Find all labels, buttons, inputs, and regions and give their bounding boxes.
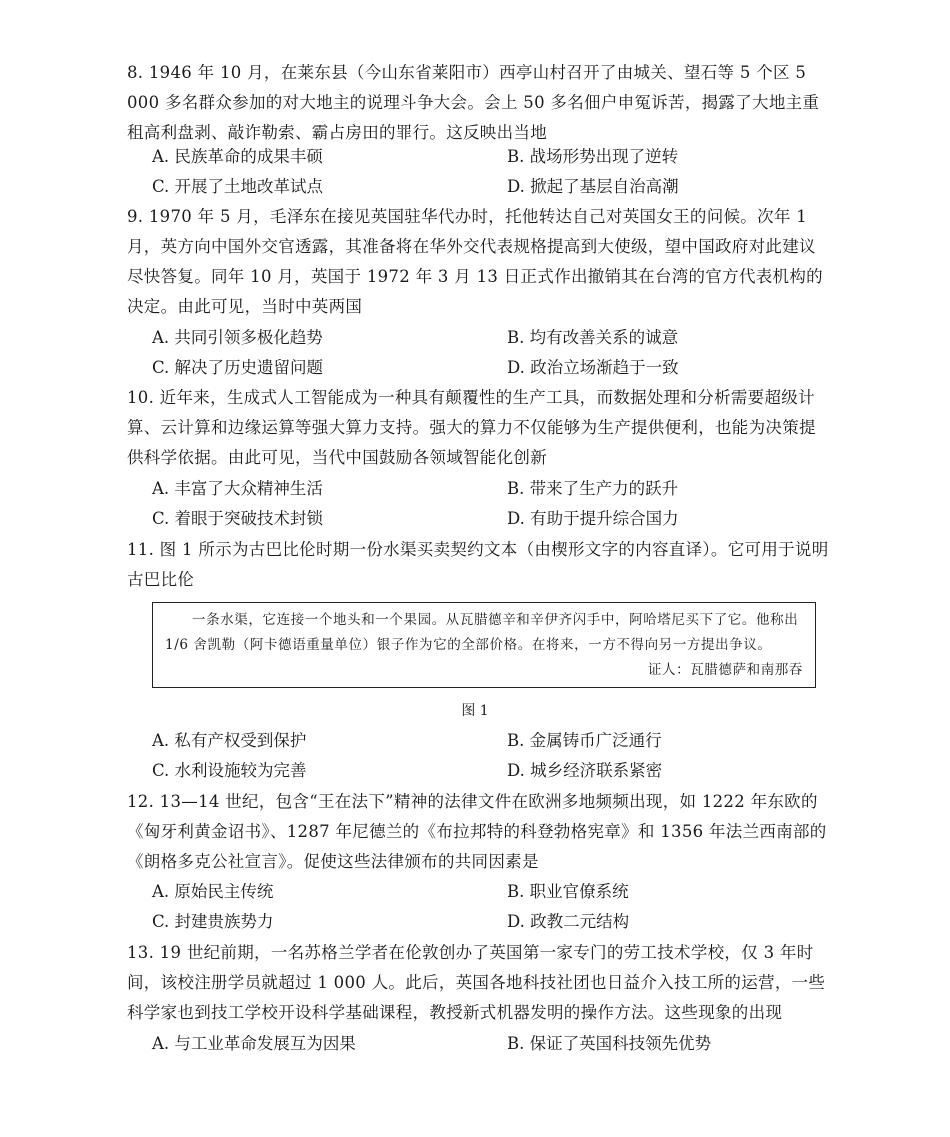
- question-13-stem: 13. 19 世纪前期，一名苏格兰学者在伦敦创办了英国第一家专门的劳工技术学校，仅 3 年时间，该校注册学员就超过 1 000 人。此后，英国各地科技社团也日益介入技工所的运营，一些科学家也到技工学校开设科学基础课程，教授新式机器发明的操作方法。这些现象的出现: [127, 943, 826, 1022]
- question-11-stem: 11. 图 1 所示为古巴比伦时期一份水渠买卖契约文本（由楔形文字的内容直译）。它可用于说明古巴比伦: [127, 540, 829, 589]
- figure-1-quote: 一条水渠，它连接一个地头和一个果园。从瓦腊德辛和辛伊齐闪手中，阿哈塔尼买下了它。他称出 1/6 舍凯勒（阿卡德语重量单位）银子作为它的全部价格。在将来，一方不得向另一方提出争议。: [165, 612, 799, 653]
- question-12-option-a: A. 原始民主传统: [152, 882, 274, 901]
- question-12-option-d: D. 政教二元结构: [507, 912, 630, 931]
- question-13-option-b: B. 保证了英国科技领先优势: [507, 1034, 712, 1053]
- question-9-stem: 9. 1970 年 5 月，毛泽东在接见英国驻华代办时，托他转达自己对英国女王的问候。次年 1 月，英方向中国外交官透露，其准备将在华外交代表规格提高到大使级，望中国政府对此建议尽快答复。同年 10 月，英国于 1972 年 3 月 13 日正式作出撤销其在台湾的官方代表机构的决定。由此可见，当时中英两国: [127, 207, 823, 316]
- question-11-option-d: D. 城乡经济联系紧密: [507, 761, 663, 780]
- question-9-option-d: D. 政治立场渐趋于一致: [507, 358, 679, 377]
- question-11-option-b: B. 金属铸币广泛通行: [507, 731, 662, 750]
- question-10-option-d: D. 有助于提升综合国力: [507, 509, 679, 528]
- question-8-option-d: D. 掀起了基层自治高潮: [507, 177, 679, 196]
- question-12-option-b: B. 职业官僚系统: [507, 882, 629, 901]
- figure-1-witness: 证人：瓦腊德萨和南那吞: [647, 662, 803, 678]
- question-8-option-a: A. 民族革命的成果丰硕: [152, 147, 323, 166]
- question-10-option-c: C. 着眼于突破技术封锁: [152, 509, 324, 528]
- figure-1-caption: 图 1: [461, 703, 489, 719]
- question-10-stem: 10. 近年来，生成式人工智能成为一种具有颠覆性的生产工具，而数据处理和分析需要超级计算、云计算和边缘运算等强大算力支持。强大的算力不仅能够为生产提供便利，也能为决策提供科学依据。由此可见，当代中国鼓励各领域智能化创新: [127, 388, 816, 467]
- figure-1-contract-box: [152, 602, 816, 688]
- question-11-option-a: A. 私有产权受到保护: [152, 731, 307, 750]
- question-10-option-b: B. 带来了生产力的跃升: [507, 479, 679, 498]
- question-9-option-c: C. 解决了历史遗留问题: [152, 358, 324, 377]
- question-8-option-c: C. 开展了土地改革试点: [152, 177, 324, 196]
- question-8-stem: 8. 1946 年 10 月，在莱东县（今山东省莱阳市）西亭山村召开了由城关、望石等 5 个区 5 000 多名群众参加的对大地主的说理斗争大会。会上 50 多名佃户申冤诉苦，揭露了大地主重租高利盘剥、敲诈勒索、霸占房田的罪行。这反映出当地: [127, 63, 820, 142]
- question-11-option-c: C. 水利设施较为完善: [152, 761, 307, 780]
- question-13-option-a: A. 与工业革命发展互为因果: [152, 1034, 356, 1053]
- question-10-option-a: A. 丰富了大众精神生活: [152, 479, 323, 498]
- question-12-option-c: C. 封建贵族势力: [152, 912, 274, 931]
- question-9-option-b: B. 均有改善关系的诚意: [507, 328, 679, 347]
- question-9-option-a: A. 共同引领多极化趋势: [152, 328, 323, 347]
- question-8-option-b: B. 战场形势出现了逆转: [507, 147, 679, 166]
- question-12-stem: 12. 13—14 世纪，包含“王在法下”精神的法律文件在欧洲多地频频出现，如 1222 年东欧的《匈牙利黄金诏书》、1287 年尼德兰的《布拉邦特的科登勃格宪章》和 1356 年法兰西南部的《朗格多克公社宣言》。促使这些法律颁布的共同因素是: [127, 792, 827, 871]
